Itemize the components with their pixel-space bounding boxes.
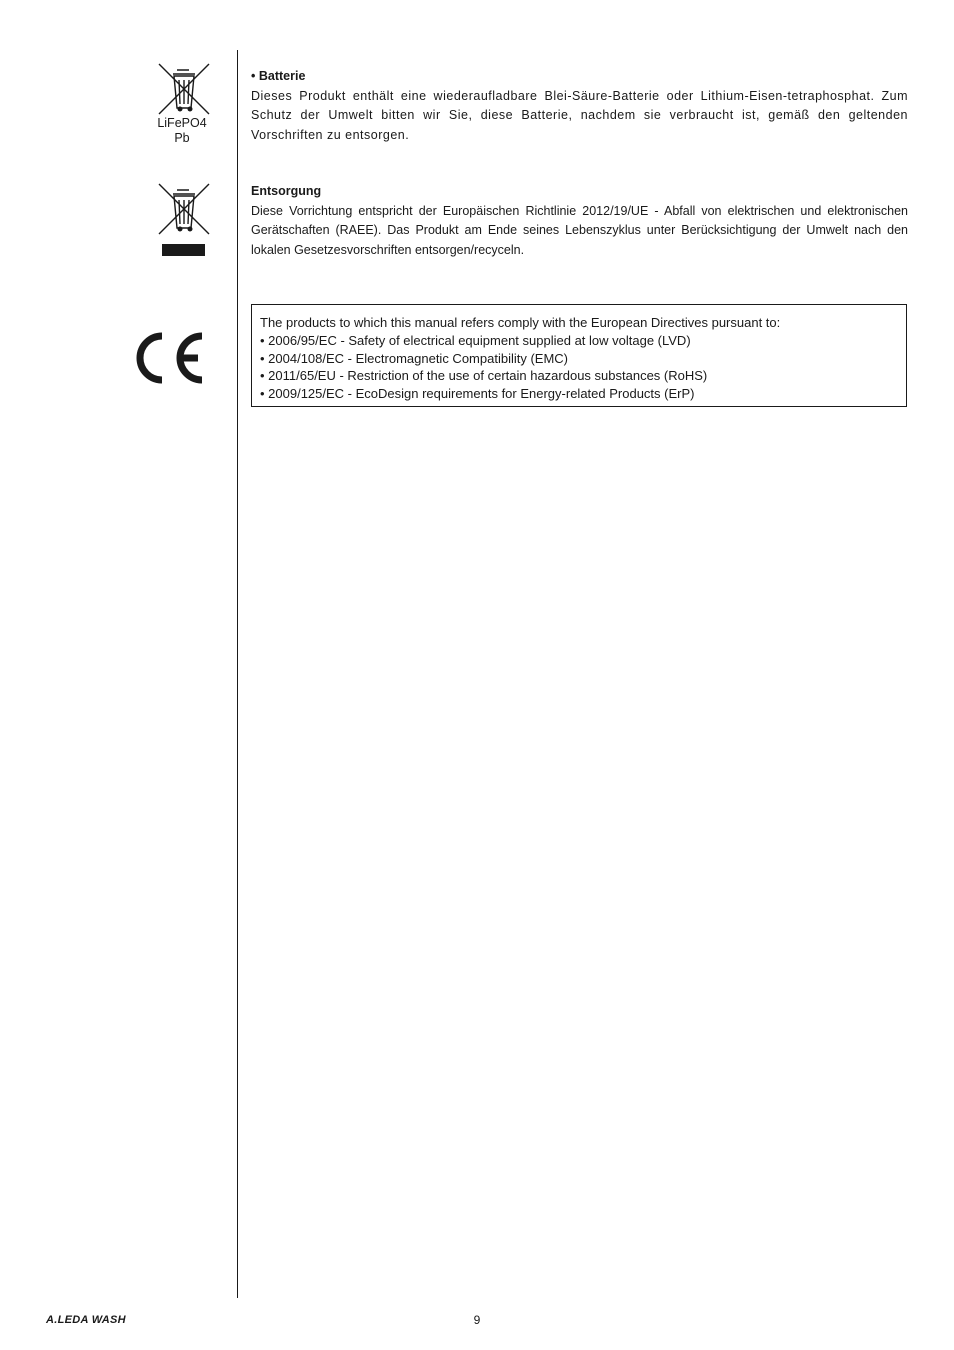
crossed-out-bin-icon (157, 62, 211, 116)
battery-section (251, 67, 908, 145)
battery-heading: • Batterie (251, 69, 306, 83)
compliance-box (251, 304, 907, 407)
directive-list (260, 332, 898, 403)
footer-brand: A.LEDA WASH (46, 1314, 126, 1326)
directive-item: • 2011/65/EU - Restriction of the use of certain hazardous substances (RoHS) (260, 368, 708, 384)
directive-item: • 2009/125/EC - EcoDesign requirements for Energy-related Products (ErP) (260, 386, 695, 402)
disposal-text: Diese Vorrichtung entspricht der Europäischen Richtlinie 2012/19/UE - Abfall von elektrischen und elektronischen Gerätschaften (RAEE). Das Produkt am Ende seines Lebenszyklus unter Berücksichtigung der Umwelt nach den lokalen Gesetzesvorschriften entsorgen/recyceln. (251, 203, 908, 257)
battery-text: Dieses Produkt enthält eine wiederaufladbare Blei-Säure-Batterie oder Lithium-Eisen-tetraphosphat. Zum Schutz der Umwelt bitten wir Sie, diese Batterie, nachdem sie verbraucht ist, gemäß den geltenden Vorschriften zu entsorgen. (251, 88, 908, 142)
disposal-heading: Entsorgung (251, 184, 322, 198)
compliance-intro: The products to which this manual refers comply with the European Directives pursuant to: (260, 315, 781, 330)
chemistry-pb: Pb (174, 131, 190, 145)
chemistry-lifepo4: LiFePO4 (157, 116, 207, 130)
crossed-out-bin-icon (157, 182, 211, 236)
margin-divider (237, 50, 238, 1298)
battery-chemistry-label (150, 116, 214, 146)
directive-item: • 2004/108/EC - Electromagnetic Compatibility (EMC) (260, 350, 569, 366)
weee-bar-icon (162, 244, 205, 256)
disposal-section (251, 182, 908, 260)
ce-mark-icon (132, 330, 204, 386)
page-number: 9 (473, 1313, 481, 1327)
directive-item: • 2006/95/EC - Safety of electrical equipment supplied at low voltage (LVD) (260, 332, 691, 348)
